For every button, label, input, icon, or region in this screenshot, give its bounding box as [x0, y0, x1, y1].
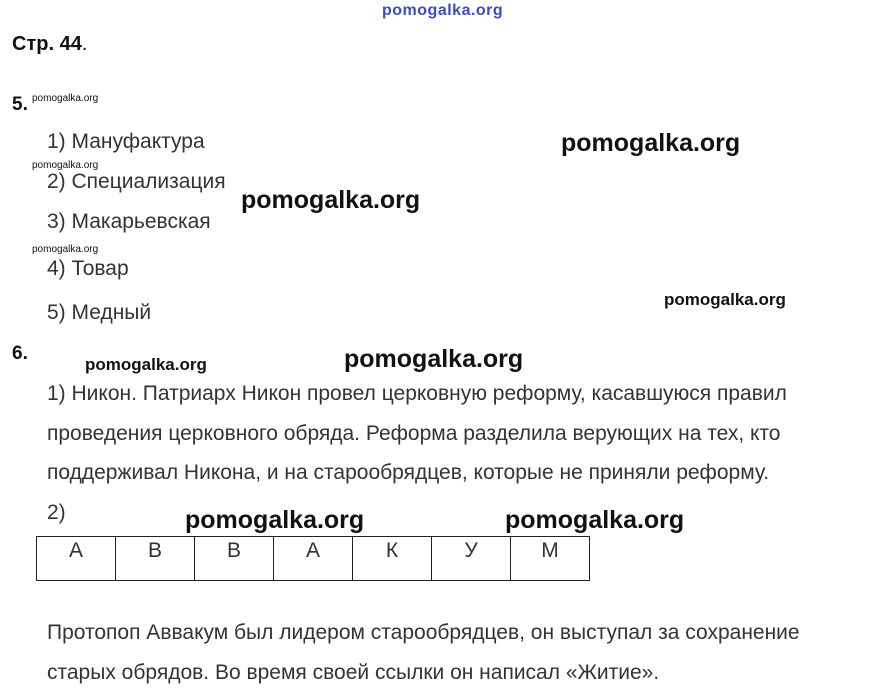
watermark-big: pomogalka.org	[561, 129, 741, 157]
watermark-tiny: pomogalka.org	[32, 244, 99, 255]
watermark-big: pomogalka.org	[344, 345, 524, 373]
watermark-tiny: pomogalka.org	[32, 93, 99, 104]
task-6-answer-1-line-2: проведения церковного обряда. Реформа разделила верующих на тех, кто	[47, 422, 781, 445]
page-reference-dot: .	[81, 33, 88, 55]
letter-cell-2: В	[116, 537, 195, 581]
letter-cell-4: А	[274, 537, 353, 581]
task-5-item-3: 3) Макарьевская	[47, 210, 211, 233]
watermark-medium: pomogalka.org	[85, 355, 207, 374]
letters-table	[36, 536, 590, 581]
task-6-answer-1-line-1: 1) Никон. Патриарх Никон провел церковную реформу, касавшуюся правил	[47, 382, 787, 405]
watermark-big: pomogalka.org	[185, 506, 365, 534]
watermark-medium: pomogalka.org	[664, 290, 786, 309]
task-6-answer-2-label: 2)	[47, 501, 66, 524]
watermark-big: pomogalka.org	[505, 506, 685, 534]
task-6-answer-1-line-3: поддерживал Никона, и на старообрядцев, которые не приняли реформу.	[47, 461, 770, 484]
task-5-number: 5.	[12, 94, 28, 115]
task-5-item-4: 4) Товар	[47, 257, 129, 280]
letter-cell-1: А	[37, 537, 116, 581]
letter-cell-7: М	[511, 537, 590, 581]
letter-cell-6: У	[432, 537, 511, 581]
watermark-big: pomogalka.org	[241, 186, 421, 214]
watermark-top: pomogalka.org	[382, 2, 504, 19]
letter-cell-3: В	[195, 537, 274, 581]
task-5-item-5: 5) Медный	[47, 301, 152, 324]
page-reference-label: Стр. 44	[12, 33, 82, 55]
letters-row	[37, 537, 590, 581]
page-reference	[12, 33, 87, 56]
task-5-item-1: 1) Мануфактура	[47, 130, 205, 153]
task-6-number: 6.	[12, 343, 28, 364]
watermark-tiny: pomogalka.org	[32, 160, 99, 171]
task-5-item-2: 2) Специализация	[47, 170, 226, 193]
letter-cell-5: К	[353, 537, 432, 581]
task-6-paragraph-line-1: Протопоп Аввакум был лидером старообрядцев, он выступал за сохранение	[47, 621, 800, 644]
task-6-paragraph-line-2: старых обрядов. Во время своей ссылки он написал «Житие».	[47, 661, 660, 684]
